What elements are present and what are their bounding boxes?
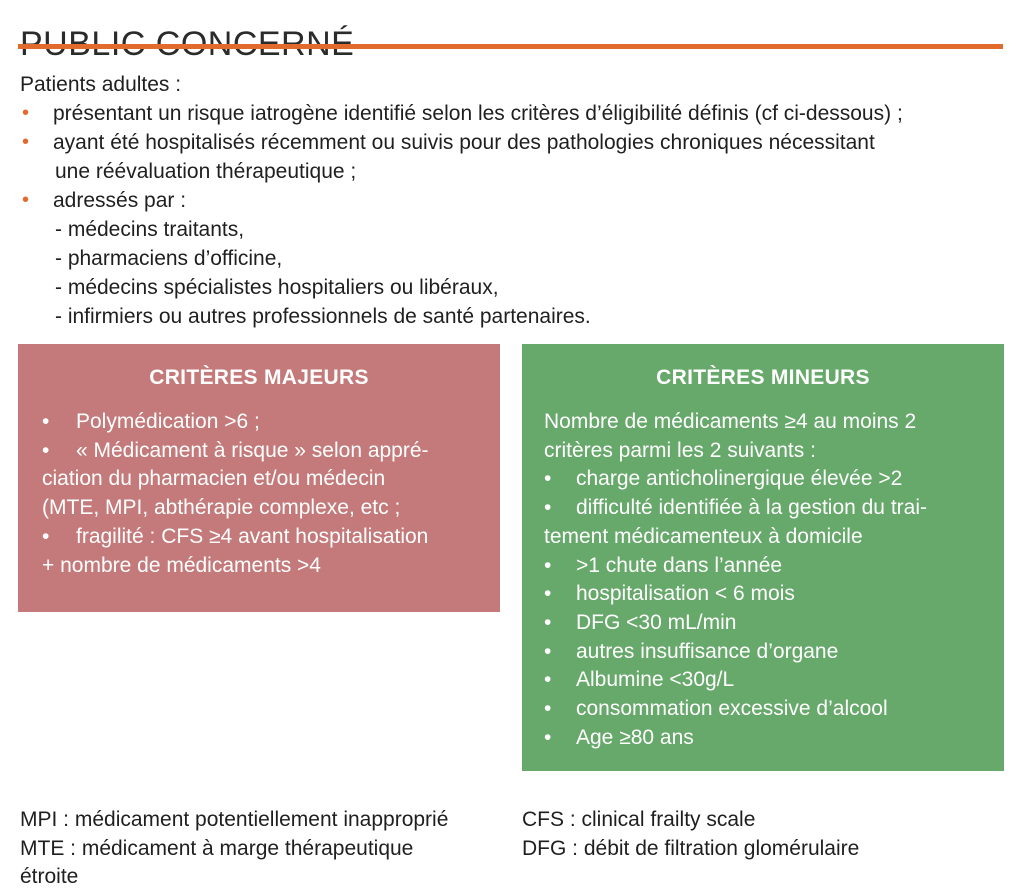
intro-bullet: • adressés par :: [20, 186, 1010, 215]
major-criteria-heading: CRITÈRES MAJEURS: [149, 366, 369, 389]
intro-bullet: • ayant été hospitalisés récemment ou suivis pour des pathologies chroniques nécessitant: [20, 128, 1010, 157]
glossary-entry: MPI : médicament potentiellement inapproprié: [20, 808, 449, 831]
major-criterion: • « Médicament à risque » selon appré-: [42, 437, 478, 466]
minor-criteria-intro: Nombre de médicaments ≥4 au moins 2: [544, 410, 917, 433]
bullet-glyph: •: [544, 725, 552, 749]
glossary-left: [20, 806, 510, 892]
referrer-item: - médecins traitants,: [55, 218, 245, 241]
title-underline: [18, 44, 1003, 49]
minor-criterion: • Albumine <30g/L: [544, 666, 984, 695]
major-criterion-continuation: (MTE, MPI, abthérapie complexe, etc ;: [42, 496, 401, 520]
minor-criterion: • charge anticholinergique élevée >2: [544, 465, 984, 494]
bullet-glyph: •: [544, 467, 552, 491]
minor-criterion: • Age ≥80 ans: [544, 724, 984, 753]
referrer-item: - pharmaciens d’officine,: [55, 247, 283, 270]
referrer-item: - médecins spécialistes hospitaliers ou libéraux,: [55, 276, 499, 299]
bullet-glyph: •: [544, 639, 552, 663]
minor-criterion: • hospitalisation < 6 mois: [544, 580, 984, 609]
glossary-entry: DFG : débit de filtration glomérulaire: [522, 836, 860, 860]
minor-criterion: • difficulté identifiée à la gestion du trai-: [544, 494, 984, 523]
glossary-entry-continuation: étroite: [20, 865, 79, 888]
intro-bullet: • présentant un risque iatrogène identifié selon les critères d’éligibilité définis (cf ci-dessous) ;: [20, 99, 1010, 128]
minor-criterion: • autres insuffisance d’organe: [544, 638, 984, 667]
intro-bullet-continuation: une réévaluation thérapeutique ;: [55, 160, 357, 183]
minor-criterion: • consommation excessive d’alcool: [544, 695, 984, 724]
minor-criteria-intro: critères parmi les 2 suivants :: [544, 438, 816, 462]
bullet-glyph: •: [544, 668, 552, 692]
major-criteria-box: [18, 344, 500, 612]
intro-lead: Patients adultes :: [20, 73, 182, 96]
glossary-right: [522, 806, 1002, 863]
glossary-entry: MTE : médicament à marge thérapeutique: [20, 836, 414, 860]
bullet-glyph: •: [42, 524, 50, 548]
bullet-glyph: •: [544, 582, 552, 606]
bullet-glyph: •: [544, 553, 552, 577]
minor-criterion: • >1 chute dans l’année: [544, 552, 984, 581]
major-criterion: • Polymédication >6 ;: [42, 408, 478, 437]
major-criterion-continuation: + nombre de médicaments >4: [42, 553, 321, 577]
minor-criteria-box: [522, 344, 1004, 771]
minor-criteria-heading: CRITÈRES MINEURS: [656, 366, 870, 389]
bullet-glyph: •: [42, 410, 50, 433]
minor-criterion-continuation: tement médicamenteux à domicile: [544, 524, 863, 548]
glossary-entry: CFS : clinical frailty scale: [522, 808, 756, 831]
bullet-glyph: •: [544, 610, 552, 634]
major-criterion: • fragilité : CFS ≥4 avant hospitalisation: [42, 523, 478, 552]
bullet-glyph: •: [42, 438, 50, 462]
major-criterion-continuation: ciation du pharmacien et/ou médecin: [42, 467, 386, 491]
bullet-glyph: •: [544, 496, 552, 520]
referrer-item: - infirmiers ou autres professionnels de santé partenaires.: [55, 305, 591, 328]
minor-criterion: • DFG <30 mL/min: [544, 609, 984, 638]
bullet-glyph: •: [544, 697, 552, 721]
intro-section: [20, 70, 1010, 331]
